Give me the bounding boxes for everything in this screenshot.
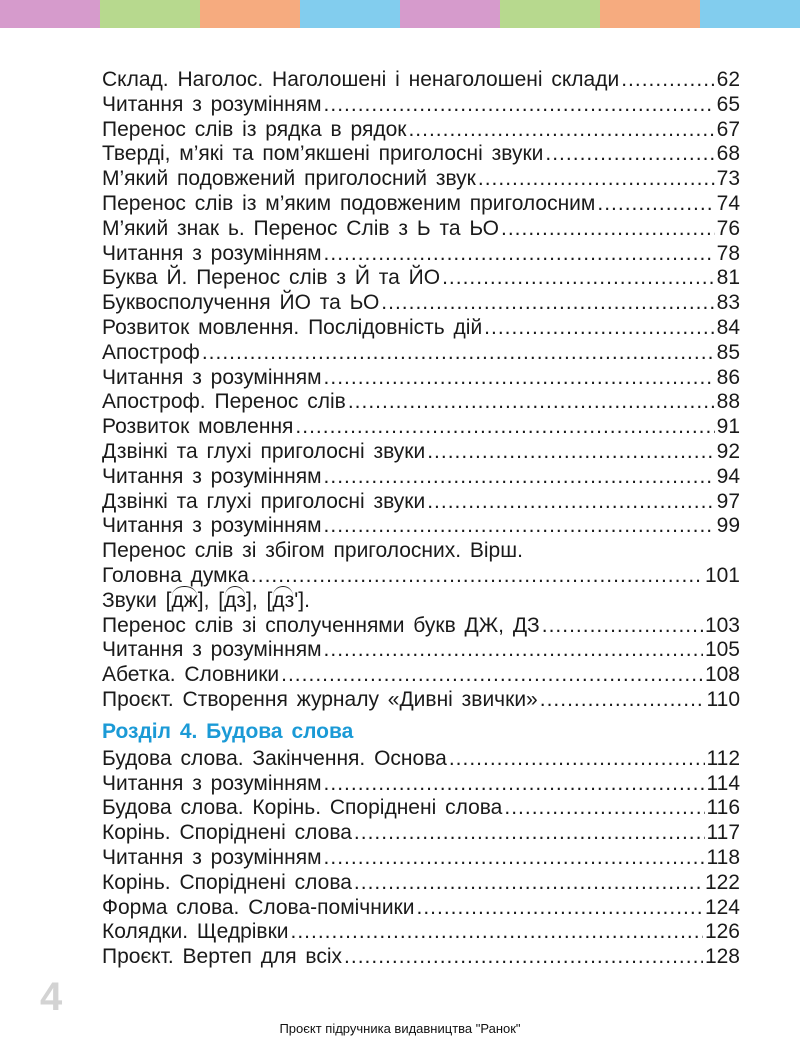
- toc-entry-title: Перенос слів зі збігом приголосних. Вірш.: [102, 539, 523, 563]
- toc-entry-page: 76: [716, 216, 740, 240]
- toc-entry: [102, 93, 740, 118]
- header-stripe: [600, 0, 700, 28]
- toc-leader-dots: [324, 772, 705, 797]
- toc-entry-title: Будова слова. Закінчення. Основа: [102, 746, 447, 770]
- table-of-contents: [102, 68, 740, 970]
- toc-entry: [102, 920, 740, 945]
- toc-entry-page: 108: [704, 663, 740, 687]
- sounds-suffix: ʹ].: [294, 588, 310, 612]
- toc-entry-title: Розвиток мовлення: [102, 415, 294, 439]
- toc-entry: [102, 316, 740, 341]
- toc-leader-dots: [449, 747, 705, 772]
- toc-leader-dots: [202, 341, 715, 366]
- toc-entry-title: Буква Й. Перенос слів з Й та ЙО: [102, 266, 441, 290]
- toc-leader-dots: [354, 821, 705, 846]
- toc-entry-title: Читання з розумінням: [102, 92, 322, 116]
- toc-leader-dots: [324, 366, 715, 391]
- toc-entry-page: 124: [704, 895, 740, 919]
- toc-leader-dots: [542, 614, 703, 639]
- toc-leader-dots: [478, 167, 715, 192]
- header-stripe: [200, 0, 300, 28]
- page-number: 4: [40, 975, 63, 1019]
- header-stripe: [700, 0, 800, 28]
- toc-leader-dots: [427, 440, 714, 465]
- toc-entry-page: 65: [716, 92, 740, 116]
- sound-affricate: дж: [171, 588, 198, 612]
- toc-entry-sounds: [102, 589, 740, 614]
- toc-entry-title: Дзвінкі та глухі приголосні звуки: [102, 489, 426, 513]
- toc-entry-title: Склад. Наголос. Наголошені і ненаголошені склади: [102, 68, 620, 91]
- toc-leader-dots: [354, 871, 703, 896]
- toc-entry-title: Будова слова. Корінь. Споріднені слова: [102, 796, 503, 820]
- toc-entry-title: Перенос слів зі сполученнями букв ДЖ, ДЗ: [102, 613, 540, 637]
- toc-entry: [102, 796, 740, 821]
- toc-leader-dots: [324, 638, 703, 663]
- toc-entry-title: Абетка. Словники: [102, 663, 280, 687]
- toc-entry-page: 99: [716, 514, 740, 538]
- toc-entry: [102, 192, 740, 217]
- toc-entry-page: 126: [704, 920, 740, 944]
- toc-entry-page: 116: [706, 796, 740, 820]
- toc-entry-page: 84: [716, 315, 740, 339]
- toc-leader-dots: [621, 68, 714, 93]
- toc-leader-dots: [427, 490, 714, 515]
- toc-entry: [102, 242, 740, 267]
- toc-entry-title: Перенос слів із рядка в рядок: [102, 117, 407, 141]
- sound-affricate: дз: [272, 588, 295, 612]
- toc-entry: [102, 142, 740, 167]
- toc-entry-page: 91: [716, 415, 740, 439]
- toc-entry-page: 103: [704, 613, 740, 637]
- toc-entry-title: Корінь. Споріднені слова: [102, 821, 352, 845]
- toc-entry-page: 92: [716, 439, 740, 463]
- toc-entry-page: 122: [704, 870, 740, 894]
- toc-entry: [102, 821, 740, 846]
- toc-entry: [102, 846, 740, 871]
- toc-entry-title: Читання з розумінням: [102, 464, 322, 488]
- toc-entry: [102, 291, 740, 316]
- toc-leader-dots: [324, 242, 715, 267]
- toc-entry: [102, 68, 740, 93]
- toc-entry: [102, 465, 740, 490]
- toc-entry-title: Читання з розумінням: [102, 514, 322, 538]
- toc-entry: [102, 440, 740, 465]
- toc-leader-dots: [324, 465, 715, 490]
- sound-affricate: дз: [224, 588, 247, 612]
- toc-entry-page: 83: [716, 291, 740, 315]
- header-stripe: [0, 0, 100, 28]
- toc-entry-title: Форма слова. Слова-помічники: [102, 895, 415, 919]
- toc-entry-page: 67: [716, 117, 740, 141]
- toc-leader-dots: [381, 291, 714, 316]
- toc-entry-title: Читання з розумінням: [102, 771, 322, 795]
- toc-entry-title: Розвиток мовлення. Послідовність дій: [102, 315, 483, 339]
- toc-leader-dots: [442, 266, 715, 291]
- toc-entry-title: Апостроф: [102, 340, 200, 364]
- toc-entry-title: Апостроф. Перенос слів: [102, 390, 346, 414]
- toc-group: [102, 614, 740, 713]
- toc-leader-dots: [504, 796, 704, 821]
- toc-entry-title: Буквосполучення ЙО та ЬО: [102, 291, 380, 315]
- sounds-prefix: Звуки [: [102, 588, 172, 612]
- toc-entry-title: Корінь. Споріднені слова: [102, 870, 352, 894]
- toc-leader-dots: [348, 390, 715, 415]
- toc-entry-page: 74: [716, 191, 740, 215]
- toc-leader-dots: [416, 896, 702, 921]
- footer-note: Проєкт підручника видавництва "Ранок": [279, 1021, 521, 1036]
- toc-entry: [102, 663, 740, 688]
- section-heading: Розділ 4. Будова слова: [102, 719, 354, 743]
- toc-entry-page: 112: [706, 746, 740, 770]
- toc-entry: [102, 871, 740, 896]
- toc-entry-page: 62: [716, 68, 740, 91]
- toc-entry-page: 117: [706, 821, 740, 845]
- toc-entry: [102, 539, 740, 564]
- toc-entry: [102, 217, 740, 242]
- toc-entry-title: Тверді, м’які та пом’якшені приголосні звуки: [102, 142, 544, 166]
- toc-leader-dots: [295, 415, 714, 440]
- header-stripes: [0, 0, 800, 28]
- toc-leader-dots: [281, 663, 703, 688]
- toc-entry: [102, 896, 740, 921]
- toc-entry-title: М’який знак ь. Перенос Слів з Ь та ЬО: [102, 216, 499, 240]
- header-stripe: [400, 0, 500, 28]
- toc-leader-dots: [324, 514, 715, 539]
- toc-entry-page: 94: [716, 464, 740, 488]
- toc-entry: [102, 167, 740, 192]
- toc-leader-dots: [324, 846, 705, 871]
- toc-entry-title: Читання з розумінням: [102, 241, 322, 265]
- toc-entry-page: 97: [716, 489, 740, 513]
- header-stripe: [100, 0, 200, 28]
- toc-entry-page: 68: [716, 142, 740, 166]
- sounds-separator: ], [: [197, 588, 225, 612]
- toc-entry-page: 81: [716, 266, 740, 290]
- toc-entry-page: 86: [716, 365, 740, 389]
- toc-group: [102, 747, 740, 970]
- toc-entry-title: Проєкт. Створення журналу «Дивні звички»: [102, 687, 538, 711]
- sounds-separator: ], [: [246, 588, 273, 612]
- toc-entry-page: 110: [706, 687, 740, 711]
- header-stripe: [300, 0, 400, 28]
- toc-entry-title: Читання з розумінням: [102, 845, 322, 869]
- toc-entry: [102, 614, 740, 639]
- toc-entry-title: Перенос слів із м’яким подовженим приголосним: [102, 191, 596, 215]
- toc-entry: [102, 341, 740, 366]
- toc-entry: [102, 490, 740, 515]
- toc-entry: [102, 514, 740, 539]
- toc-entry-page: 85: [716, 340, 740, 364]
- toc-group: [102, 68, 740, 539]
- toc-leader-dots: [324, 93, 715, 118]
- toc-leader-dots: [545, 142, 714, 167]
- toc-entry-title: Проєкт. Вертеп для всіх: [102, 945, 343, 969]
- toc-leader-dots: [408, 118, 714, 143]
- toc-entry: [102, 772, 740, 797]
- toc-entry-page: 128: [704, 945, 740, 969]
- toc-entry-title: Головна думка: [102, 563, 249, 587]
- toc-entry-page: 101: [704, 563, 740, 587]
- toc-entry-title: Колядки. Щедрівки: [102, 920, 289, 944]
- toc-entry: [102, 415, 740, 440]
- toc-entry: [102, 266, 740, 291]
- toc-entry-page: 118: [706, 845, 740, 869]
- toc-leader-dots: [540, 688, 705, 713]
- toc-entry: [102, 118, 740, 143]
- toc-leader-dots: [501, 217, 715, 242]
- toc-entry-page: 88: [716, 390, 740, 414]
- header-stripe: [500, 0, 600, 28]
- toc-entry-title: Дзвінкі та глухі приголосні звуки: [102, 439, 426, 463]
- toc-entry: [102, 688, 740, 713]
- toc-leader-dots: [597, 192, 714, 217]
- toc-entry-title: М’який подовжений приголосний звук: [102, 167, 476, 191]
- toc-entry: [102, 564, 740, 589]
- toc-entry-title: Читання з розумінням: [102, 365, 322, 389]
- toc-entry: [102, 945, 740, 970]
- toc-entry-page: 78: [716, 241, 740, 265]
- toc-entry: [102, 638, 740, 663]
- toc-entry: [102, 390, 740, 415]
- toc-entry-page: 105: [704, 638, 740, 662]
- toc-entry-page: 73: [716, 167, 740, 191]
- toc-entry: [102, 747, 740, 772]
- toc-leader-dots: [251, 564, 703, 589]
- toc-leader-dots: [484, 316, 714, 341]
- toc-entry-page: 114: [706, 771, 740, 795]
- toc-leader-dots: [344, 945, 703, 970]
- toc-entry-title: Читання з розумінням: [102, 638, 322, 662]
- toc-entry: [102, 366, 740, 391]
- toc-leader-dots: [291, 920, 703, 945]
- toc-entry-title: [102, 589, 740, 614]
